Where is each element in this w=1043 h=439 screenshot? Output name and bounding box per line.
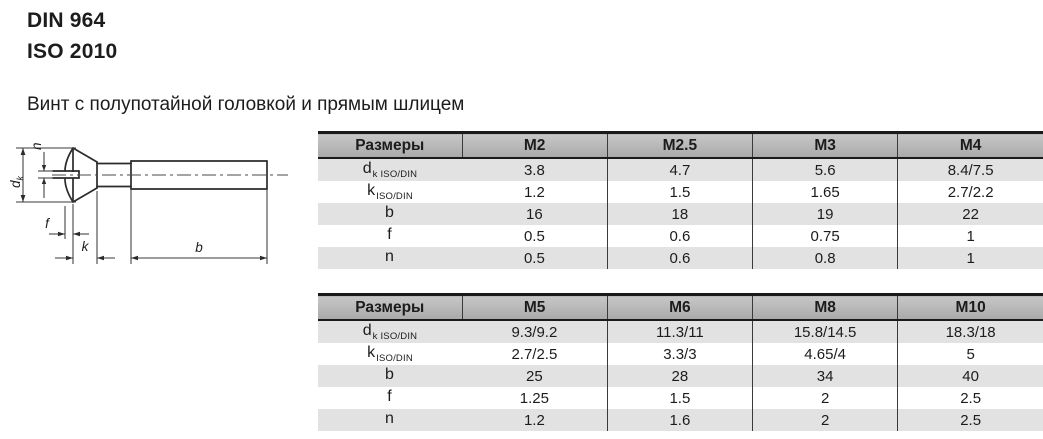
- value-cell: 18.3/18: [898, 320, 1043, 343]
- column-header-m2: M2: [462, 133, 607, 159]
- value-cell: 28: [607, 365, 752, 387]
- column-header-m4: M4: [898, 133, 1043, 159]
- value-cell: 1.2: [523, 411, 545, 429]
- column-header-m3: M3: [753, 133, 898, 159]
- value-cell: 5: [898, 343, 1043, 365]
- param-cell: b: [385, 204, 394, 221]
- param-cell: n: [385, 248, 394, 265]
- value-cell: 4.65/4: [753, 343, 898, 365]
- dim-label-dk: $d_k$: [8, 175, 25, 188]
- value-cell: 1: [898, 225, 1043, 247]
- spec-table-m5-m10: [318, 293, 1043, 431]
- dimension-b: [131, 189, 267, 264]
- table-row-b: [318, 365, 1043, 387]
- value-cell: 2: [753, 387, 898, 409]
- value-cell: 2.7/2.5: [511, 345, 558, 363]
- dim-label-n: n: [29, 142, 44, 150]
- table-row-k: [318, 181, 1043, 203]
- value-cell: 1.5: [607, 387, 752, 409]
- value-cell: 18: [607, 203, 752, 225]
- value-cell: 8.4/7.5: [898, 158, 1043, 181]
- table-row-n: [318, 409, 1043, 431]
- value-cell: 0.6: [607, 225, 752, 247]
- value-cell: 1.5: [607, 181, 752, 203]
- value-cell: 19: [753, 203, 898, 225]
- value-cell: 40: [898, 365, 1043, 387]
- table-header-row: [318, 295, 1043, 321]
- standard-din: DIN 964: [27, 9, 106, 32]
- value-cell: 0.5: [523, 227, 545, 245]
- dimension-n: [29, 142, 53, 198]
- column-header-sizes: Размеры: [318, 295, 462, 321]
- column-header-m6: M6: [607, 295, 752, 321]
- column-header-m2-5: M2.5: [607, 133, 752, 159]
- value-cell: 16: [526, 205, 543, 223]
- dimension-f: [45, 204, 89, 264]
- standard-iso: ISO 2010: [27, 40, 118, 63]
- table-row-dk: [318, 158, 1043, 181]
- value-cell: 0.5: [523, 249, 545, 267]
- value-cell: 1.25: [519, 389, 549, 407]
- value-cell: 5.6: [753, 158, 898, 181]
- param-cell: $k_{ISO/DIN}$: [367, 182, 413, 202]
- table-row-b: [318, 203, 1043, 225]
- dim-label-k: k: [81, 239, 89, 254]
- column-header-m8: M8: [753, 295, 898, 321]
- value-cell: 2: [753, 409, 898, 431]
- dim-label-f: f: [45, 216, 49, 231]
- value-cell: 1.65: [753, 181, 898, 203]
- standards-title: [27, 5, 117, 67]
- value-cell: 34: [753, 365, 898, 387]
- param-cell: f: [387, 226, 392, 243]
- value-cell: 2.5: [898, 409, 1043, 431]
- value-cell: 3.8: [523, 161, 545, 179]
- value-cell: 9.3/9.2: [511, 323, 558, 341]
- value-cell: 0.8: [753, 247, 898, 269]
- value-cell: 3.3/3: [607, 343, 752, 365]
- value-cell: 1.2: [523, 183, 545, 201]
- value-cell: 0.75: [753, 225, 898, 247]
- value-cell: 2.5: [898, 387, 1043, 409]
- screw-technical-drawing: [8, 138, 308, 278]
- column-header-m10: M10: [898, 295, 1043, 321]
- value-cell: 2.7/2.2: [898, 181, 1043, 203]
- value-cell: 0.6: [607, 247, 752, 269]
- value-cell: 25: [526, 367, 543, 385]
- table-row-dk: [318, 320, 1043, 343]
- column-header-sizes: Размеры: [318, 133, 462, 159]
- value-cell: 4.7: [607, 158, 752, 181]
- value-cell: 1: [898, 247, 1043, 269]
- table-header-row: [318, 133, 1043, 159]
- dim-label-b: b: [195, 240, 203, 255]
- param-cell: n: [385, 410, 394, 427]
- param-cell: b: [385, 366, 394, 383]
- table-row-f: [318, 387, 1043, 409]
- column-header-m5: M5: [462, 295, 607, 321]
- param-cell: $k_{ISO/DIN}$: [367, 344, 413, 364]
- table-row-k: [318, 343, 1043, 365]
- spec-table-m2-m4: [318, 131, 1043, 269]
- page-subtitle: Винт с полупотайной головкой и прямым шлицем: [27, 94, 465, 115]
- value-cell: 15.8/14.5: [753, 320, 898, 343]
- value-cell: 22: [898, 203, 1043, 225]
- value-cell: 11.3/11: [607, 320, 752, 343]
- param-cell: $d_{k ISO/DIN}$: [362, 322, 418, 342]
- table-row-f: [318, 225, 1043, 247]
- param-cell: f: [387, 388, 392, 405]
- table-row-n: [318, 247, 1043, 269]
- value-cell: 1.6: [607, 409, 752, 431]
- param-cell: $d_{k ISO/DIN}$: [362, 160, 418, 180]
